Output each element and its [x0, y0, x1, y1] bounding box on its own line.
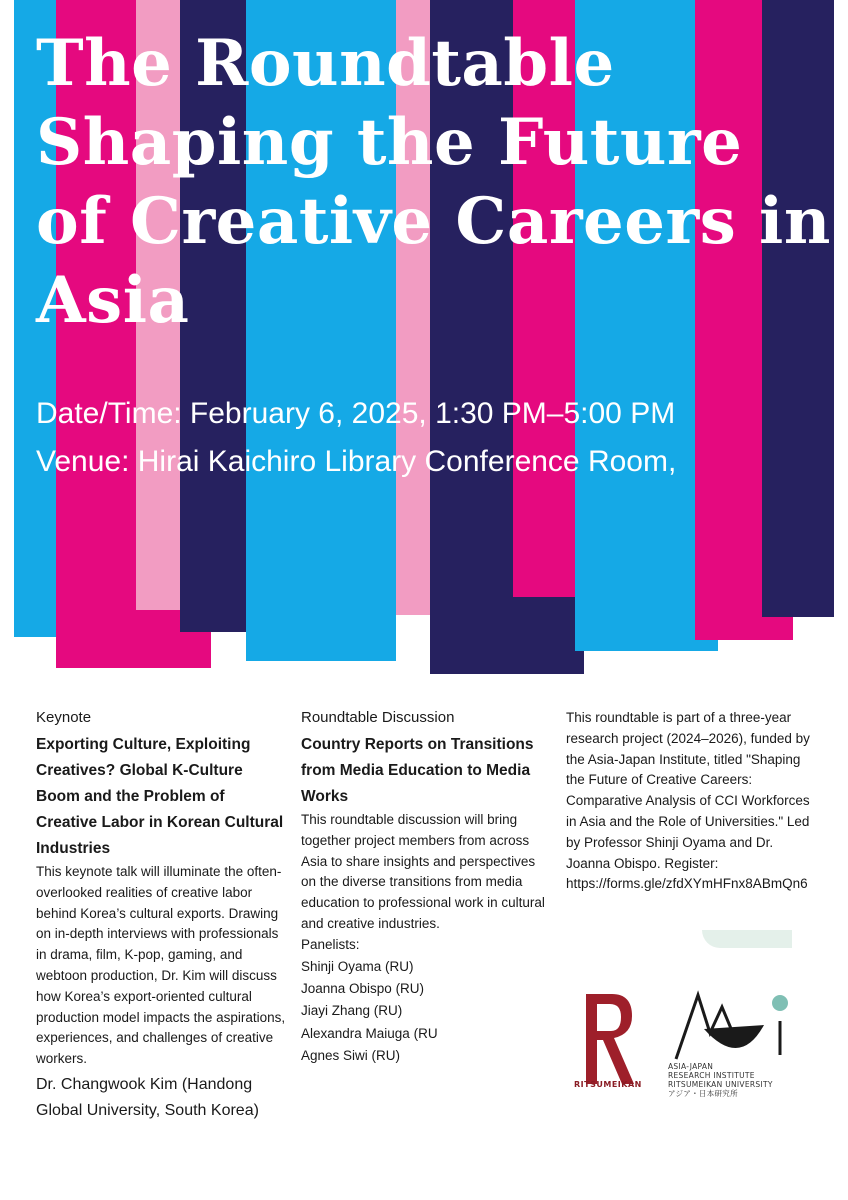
panelist-item: Alexandra Maiuga (RU	[301, 1025, 438, 1041]
panelists-label: Panelists:	[301, 936, 360, 952]
project-info-section	[566, 708, 816, 895]
aji-caption-line: RESEARCH INSTITUTE	[668, 1071, 755, 1080]
panelist-item: Jiayi Zhang (RU)	[301, 1003, 403, 1019]
panelist-item: Joanna Obispo (RU)	[301, 980, 425, 996]
project-info-text: This roundtable is part of a three-year research project (2024–2026), funded by the Asia-Japan Institute, titled "Shaping the Future of Creative Careers: Comparative Analysis of CCI Workforces in Asia and the Role of Universities." Led by Professor Shinji Oyama and Dr. Joanna Obispo. Register: https://forms.gle/zfdXYmHFnx8ABmQn6	[566, 710, 810, 892]
aji-caption-line: ASIA-JAPAN	[668, 1062, 714, 1071]
ritsumeikan-logo	[578, 988, 638, 1088]
keynote-description: This keynote talk will illuminate the often-overlooked realities of creative labor behind Korea’s cultural exports. Drawing on in-depth interviews with professionals in drama, film, K-pop, gaming, and webtoon production, Dr. Kim will discuss how Korea’s export-oriented cultural production model impacts the aspirations, experiences, and challenges of creative workers.	[36, 864, 286, 1067]
keynote-label: Keynote	[36, 709, 92, 726]
roundtable-description: This roundtable discussion will bring together project members from across Asia to share insights and perspectives on the diverse transitions from media education to professional work in cultural and creative industries.	[301, 812, 545, 931]
aji-logo	[670, 985, 790, 1065]
panelist-list	[301, 956, 551, 1068]
roundtable-label: Roundtable Discussion	[301, 709, 455, 726]
sponsor-logos	[560, 930, 830, 1100]
event-title: The Roundtable Shaping the Future of Creative Careers in Asia	[36, 26, 831, 338]
keynote-title: Exporting Culture, Exploiting Creatives? Global K-Culture Boom and the Problem of Creative Labor in Korean Cultural Industries	[36, 736, 284, 857]
roundtable-section	[301, 708, 551, 1068]
ritsumeikan-caption: RITSUMEIKAN	[574, 1080, 642, 1089]
panelist-item: Agnes Siwi (RU)	[301, 1048, 401, 1064]
aji-caption	[668, 1062, 818, 1098]
event-venue: Venue: Hirai Kaichiro Library Conference Room,	[36, 445, 677, 478]
event-date-time: Date/Time: February 6, 2025, 1:30 PM–5:00 PM	[36, 397, 676, 430]
roundtable-title: Country Reports on Transitions from Media Education to Media Works	[301, 736, 534, 805]
aji-caption-line: RITSUMEIKAN UNIVERSITY	[668, 1080, 773, 1089]
aji-caption-line: アジア・日本研究所	[668, 1089, 738, 1098]
decorative-blob	[702, 930, 792, 948]
panelist-item: Shinji Oyama (RU)	[301, 958, 414, 974]
keynote-speaker: Dr. Changwook Kim (Handong Global University, South Korea)	[36, 1075, 259, 1119]
keynote-section	[36, 708, 286, 1124]
